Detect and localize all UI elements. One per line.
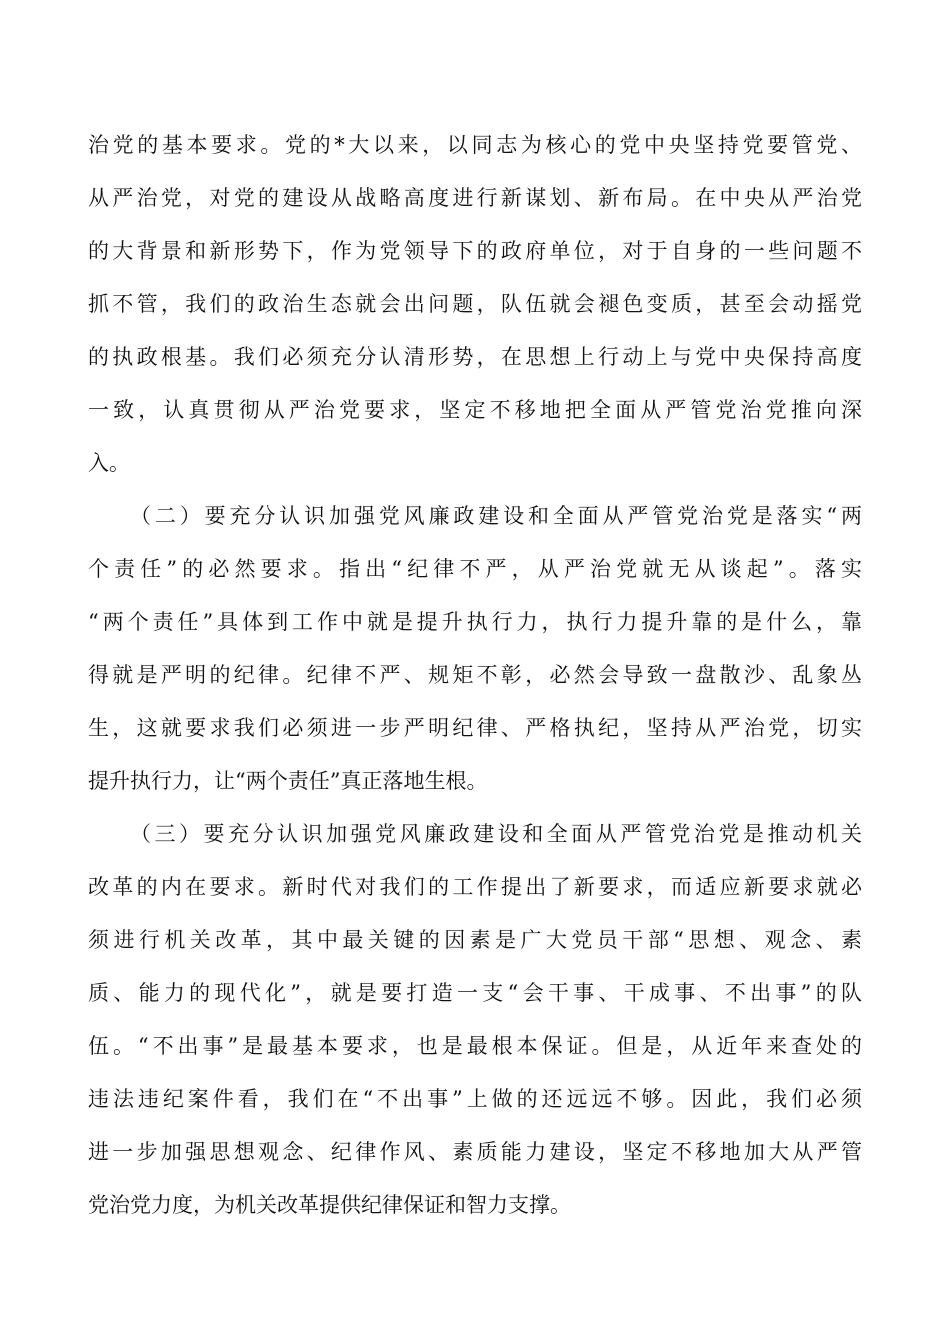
text-line: （三）要充分认识加强党风廉政建设和全面从严管党治党是推动机关 — [130, 822, 862, 846]
text-line: 提升执行力，让“两个责任”真正落地生根。 — [88, 769, 488, 793]
text-line: 的执政根基。我们必须充分认清形势，在思想上行动上与党中央保持高度 — [88, 345, 862, 369]
text-line: 的大背景和新形势下，作为党领导下的政府单位，对于自身的一些问题不 — [88, 239, 862, 263]
text-line: 生，这就要求我们必须进一步严明纪律、严格执纪，坚持从严治党，切实 — [88, 716, 862, 740]
text-line: 改革的内在要求。新时代对我们的工作提出了新要求，而适应新要求就必 — [88, 875, 862, 899]
text-line: 一致，认真贯彻从严治党要求，坚定不移地把全面从严管党治党推向深 — [88, 398, 862, 422]
text-line: 抓不管，我们的政治生态就会出问题，队伍就会褪色变质，甚至会动摇党 — [88, 292, 862, 316]
text-line: 入。 — [88, 451, 130, 475]
text-line: 从严治党，对党的建设从战略高度进行新谋划、新布局。在中央从严治党 — [88, 186, 862, 210]
text-line: 得就是严明的纪律。纪律不严、规矩不彰，必然会导致一盘散沙、乱象丛 — [88, 663, 862, 687]
text-line: 质、能力的现代化”，就是要打造一支“会干事、干成事、不出事”的队 — [88, 981, 862, 1005]
text-line: （二）要充分认识加强党风廉政建设和全面从严管党治党是落实“两 — [130, 504, 862, 528]
text-line: “两个责任”具体到工作中就是提升执行力，执行力提升靠的是什么，靠 — [88, 610, 862, 634]
text-line: 个责任”的必然要求。指出“纪律不严，从严治党就无从谈起”。落实 — [88, 557, 862, 581]
text-line: 须进行机关改革，其中最关键的因素是广大党员干部“思想、观念、素 — [88, 928, 862, 952]
text-line: 进一步加强思想观念、纪律作风、素质能力建设，坚定不移地加大从严管 — [88, 1140, 862, 1164]
text-line: 违法违纪案件看，我们在“不出事”上做的还远远不够。因此，我们必须 — [88, 1087, 862, 1111]
text-line: 伍。“不出事”是最基本要求，也是最根本保证。但是，从近年来查处的 — [88, 1034, 862, 1058]
text-line: 党治党力度，为机关改革提供纪律保证和智力支撑。 — [88, 1193, 571, 1217]
text-line: 治党的基本要求。党的*大以来，以同志为核心的党中央坚持党要管党、 — [88, 133, 862, 157]
